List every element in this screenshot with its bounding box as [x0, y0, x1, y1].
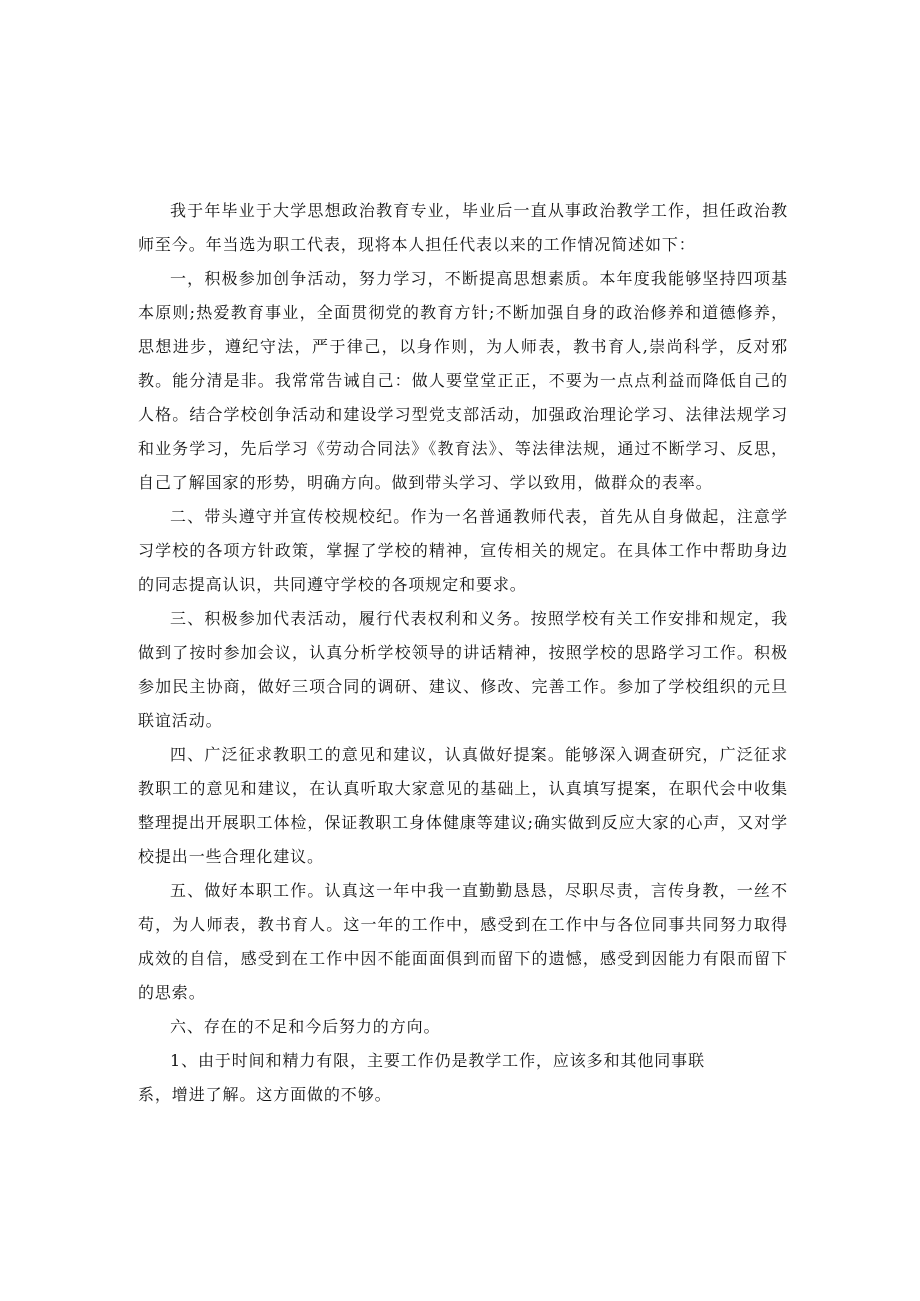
paragraph-section-3: 三、积极参加代表活动，履行代表权利和义务。按照学校有关工作安排和规定，我做到了按时参加会议，认真分析学校领导的讲话精神，按照学校的思路学习工作。积极参加民主协商，做好三项合同的调研、建议、修改、完善工作。参加了学校组织的元旦联谊活动。: [138, 609, 788, 730]
paragraph-item-1: 1、由于时间和精力有限，主要工作仍是教学工作，应该多和其他同事联系，增进了解。这方面做的不够。: [138, 1051, 705, 1104]
paragraph-section-6: 六、存在的不足和今后努力的方向。: [170, 1017, 441, 1036]
paragraph-section-1: 一，积极参加创争活动，努力学习，不断提高思想素质。本年度我能够坚持四项基本原则;热爱教育事业，全面贯彻党的教育方针;不断加强自身的政治修养和道德修养，思想进步，遵纪守法，严于律己，以身作则，为人师表，教书育人,崇尚科学，反对邪教。能分清是非。我常常告诫自己：做人要堂堂正正，不要为一点点利益而降低自己的人格。结合学校创争活动和建设学习型党支部活动，加强政治理论学习、法律法规学习和业务学习，先后学习《劳动合同法》《教育法》、等法律法规，通过不断学习、反思，自己了解国家的形势，明确方向。做到带头学习、学以致用，做群众的表率。: [138, 269, 788, 492]
paragraph-intro: 我于年毕业于大学思想政治教育专业，毕业后一直从事政治教学工作，担任政治教师至今。年当选为职工代表，现将本人担任代表以来的工作情况简述如下：: [138, 201, 788, 254]
paragraph-section-5: 五、做好本职工作。认真这一年中我一直勤勤恳恳，尽职尽责，言传身教，一丝不苟，为人师表，教书育人。这一年的工作中，感受到在工作中与各位同事共同努力取得成效的自信，感受到在工作中因不能面面俱到而留下的遗憾，感受到因能力有限而留下的思索。: [138, 881, 788, 1002]
paragraph-section-2: 二、带头遵守并宣传校规校纪。作为一名普通教师代表，首先从自身做起，注意学习学校的各项方针政策，掌握了学校的精神，宣传相关的规定。在具体工作中帮助身边的同志提高认识，共同遵守学校的各项规定和要求。: [138, 507, 788, 594]
paragraph-section-4: 四、广泛征求教职工的意见和建议，认真做好提案。能够深入调查研究，广泛征求教职工的意见和建议，在认真听取大家意见的基础上，认真填写提案，在职代会中收集整理提出开展职工体检，保证教职工身体健康等建议;确实做到反应大家的心声，又对学校提出一些合理化建议。: [138, 745, 788, 866]
document-body: [138, 194, 788, 1112]
